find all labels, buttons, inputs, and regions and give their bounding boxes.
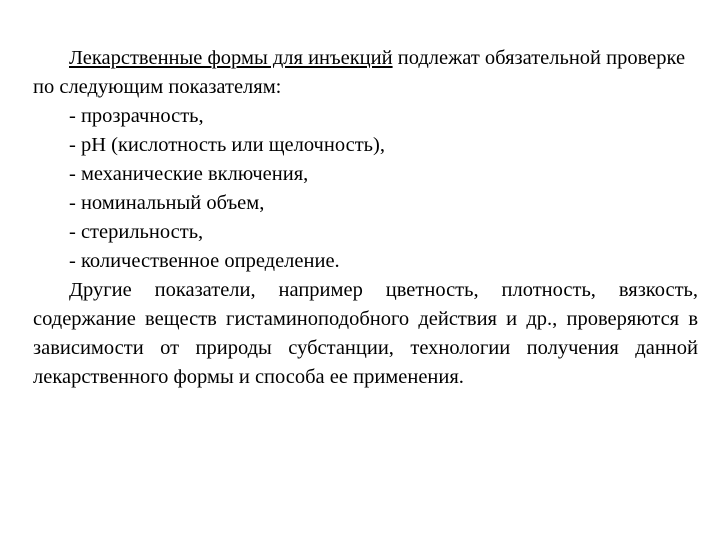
list-item: - pH (кислотность или щелочность),: [69, 134, 385, 156]
document-text: [33, 44, 698, 392]
list-item: - количественное определение.: [69, 250, 340, 272]
list-item: - номинальный объем,: [69, 192, 265, 214]
list-item: - прозрачность,: [69, 105, 204, 127]
intro-underlined-text: Лекарственные формы для инъекций: [69, 47, 393, 69]
intro-rest-text: подлежат обязательной проверке по следующим показателям:: [33, 47, 686, 98]
closing-paragraph: Другие показатели, например цветность, плотность, вязкость, содержание веществ гистаминоподобного действия и др., проверяются в зависимости от природы субстанции, технологии получения данной лекарственного формы и способа ее применения.: [33, 279, 698, 388]
requirements-list: [33, 102, 698, 276]
intro-paragraph: [33, 44, 698, 102]
list-item: - механические включения,: [69, 163, 309, 185]
list-item: - стерильность,: [69, 221, 204, 243]
